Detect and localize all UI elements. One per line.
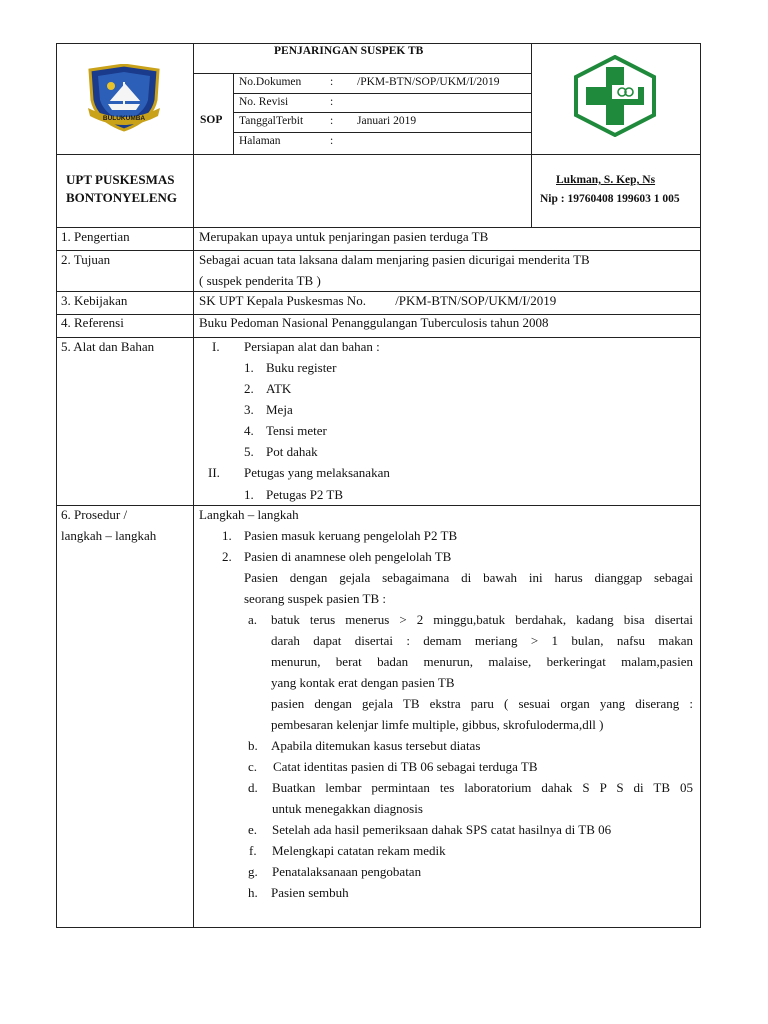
list-number: 1. [244,360,254,375]
list-number: 4. [244,423,254,438]
list-item: Buku register [266,360,337,375]
list-letter: a. [248,612,258,627]
puskesmas-logo [572,55,658,137]
list-letter: h. [248,885,258,900]
doc-row-sep: : [330,115,334,127]
section-text-tujuan: Sebagai acuan tata laksana dalam menjaring pasien dicurigai menderita TB [199,252,590,267]
list-heading: Petugas yang melaksanakan [244,465,390,480]
section-label-tujuan: 2. Tujuan [61,252,111,267]
section-label-prosedur-cont: langkah – langkah [61,528,157,543]
section-label-referensi: 4. Referensi [61,315,124,330]
procedure-substep-text: menurun, berat badan menurun, malaise, berkeringat malam,pasien [271,654,693,669]
doc-row-label: Halaman [239,135,281,147]
list-item: ATK [266,381,292,396]
doc-row-label: TanggalTerbit [239,115,304,127]
document-title: PENJARINGAN SUSPEK TB [274,45,424,57]
list-letter: f. [249,843,257,858]
section-label-prosedur: 6. Prosedur / [61,507,128,522]
list-letter: b. [248,738,258,753]
doc-row-sep: : [330,96,334,108]
procedure-substep-text: batuk terus menerus > 2 minggu,batuk berdahak, kadang bisa disertai [271,612,693,627]
procedure-heading: Langkah – langkah [199,507,299,522]
list-letter: c. [248,759,258,774]
section-label-pengertian: 1. Pengertian [61,229,130,244]
procedure-substep-text: Apabila ditemukan kasus tersebut diatas [271,738,481,753]
procedure-substep-text: Melengkapi catatan rekam medik [272,843,446,858]
list-letter: d. [248,780,258,795]
svg-text:BULUKUMBA: BULUKUMBA [102,115,146,122]
doc-row-label: No. Revisi [239,96,289,108]
list-item: Petugas P2 TB [266,487,344,502]
section-text-referensi: Buku Pedoman Nasional Penanggulangan Tuberculosis tahun 2008 [199,315,549,330]
doc-row-value: /PKM-BTN/SOP/UKM/I/2019 [357,76,500,88]
procedure-substep-text: Catat identitas pasien di TB 06 sebagai terduga TB [273,759,538,774]
org-name-line1: UPT PUSKESMAS [66,172,175,187]
doc-row-sep: : [330,76,334,88]
list-number: II. [208,465,220,480]
procedure-substep-text: darah dapat disertai : demam meriang > 1 bulan, nafsu makan [271,633,693,648]
list-heading: Persiapan alat dan bahan : [244,339,380,354]
procedure-step: Pasien di anamnese oleh pengelolah TB [244,549,452,564]
list-letter: g. [248,864,258,879]
list-number: 1. [244,487,254,502]
list-number: 3. [244,402,254,417]
list-item: Pot dahak [266,444,318,459]
procedure-substep-text: yang kontak erat dengan pasien TB [271,675,455,690]
section-label-kebijakan: 3. Kebijakan [61,293,128,308]
doc-row-sep: : [330,135,334,147]
org-name-line2: BONTONYELENG [66,190,178,205]
section-label-alat: 5. Alat dan Bahan [61,339,155,354]
list-number: I. [212,339,220,354]
sop-label: SOP [200,114,223,126]
list-number: 2. [222,549,232,564]
doc-row-value: Januari 2019 [357,115,417,127]
section-text-tujuan-cont: ( suspek penderita TB ) [199,273,321,288]
section-text-kebijakan: SK UPT Kepala Puskesmas No. /PKM-BTN/SOP/UKM/I/2019 [199,293,557,308]
signer-nip: Nip : 19760408 199603 1 005 [540,193,680,205]
signer-name: Lukman, S. Kep, Ns [556,174,656,186]
procedure-substep-text: Setelah ada hasil pemeriksaan dahak SPS catat hasilnya di TB 06 [272,822,612,837]
list-number: 2. [244,381,254,396]
list-number: 5. [244,444,254,459]
procedure-substep-text: untuk menegakkan diagnosis [272,801,423,816]
procedure-substep-text: Pasien sembuh [271,885,349,900]
list-item: Meja [266,402,293,417]
list-letter: e. [248,822,258,837]
procedure-step: Pasien masuk keruang pengelolah P2 TB [244,528,458,543]
procedure-intro: Pasien dengan gejala sebagaimana di bawah ini harus dianggap sebagai [244,570,693,585]
procedure-intro-cont: seorang suspek pasien TB : [244,591,387,606]
procedure-substep-text: pasien dengan gejala TB ekstra paru ( sesuai organ yang diserang : [271,696,693,711]
procedure-substep-text: Penatalaksanaan pengobatan [272,864,422,879]
list-number: 1. [222,528,232,543]
list-item: Tensi meter [266,423,327,438]
section-text-pengertian: Merupakan upaya untuk penjaringan pasien terduga TB [199,229,489,244]
procedure-substep-text: pembesaran kelenjar limfe multiple, gibbus, skrofuloderma,dll ) [271,717,604,732]
procedure-substep-text: Buatkan lembar permintaan tes laboratorium dahak S P S di TB 05 [272,780,693,795]
bulukumba-emblem-logo [84,64,164,134]
doc-row-label: No.Dokumen [239,76,302,88]
